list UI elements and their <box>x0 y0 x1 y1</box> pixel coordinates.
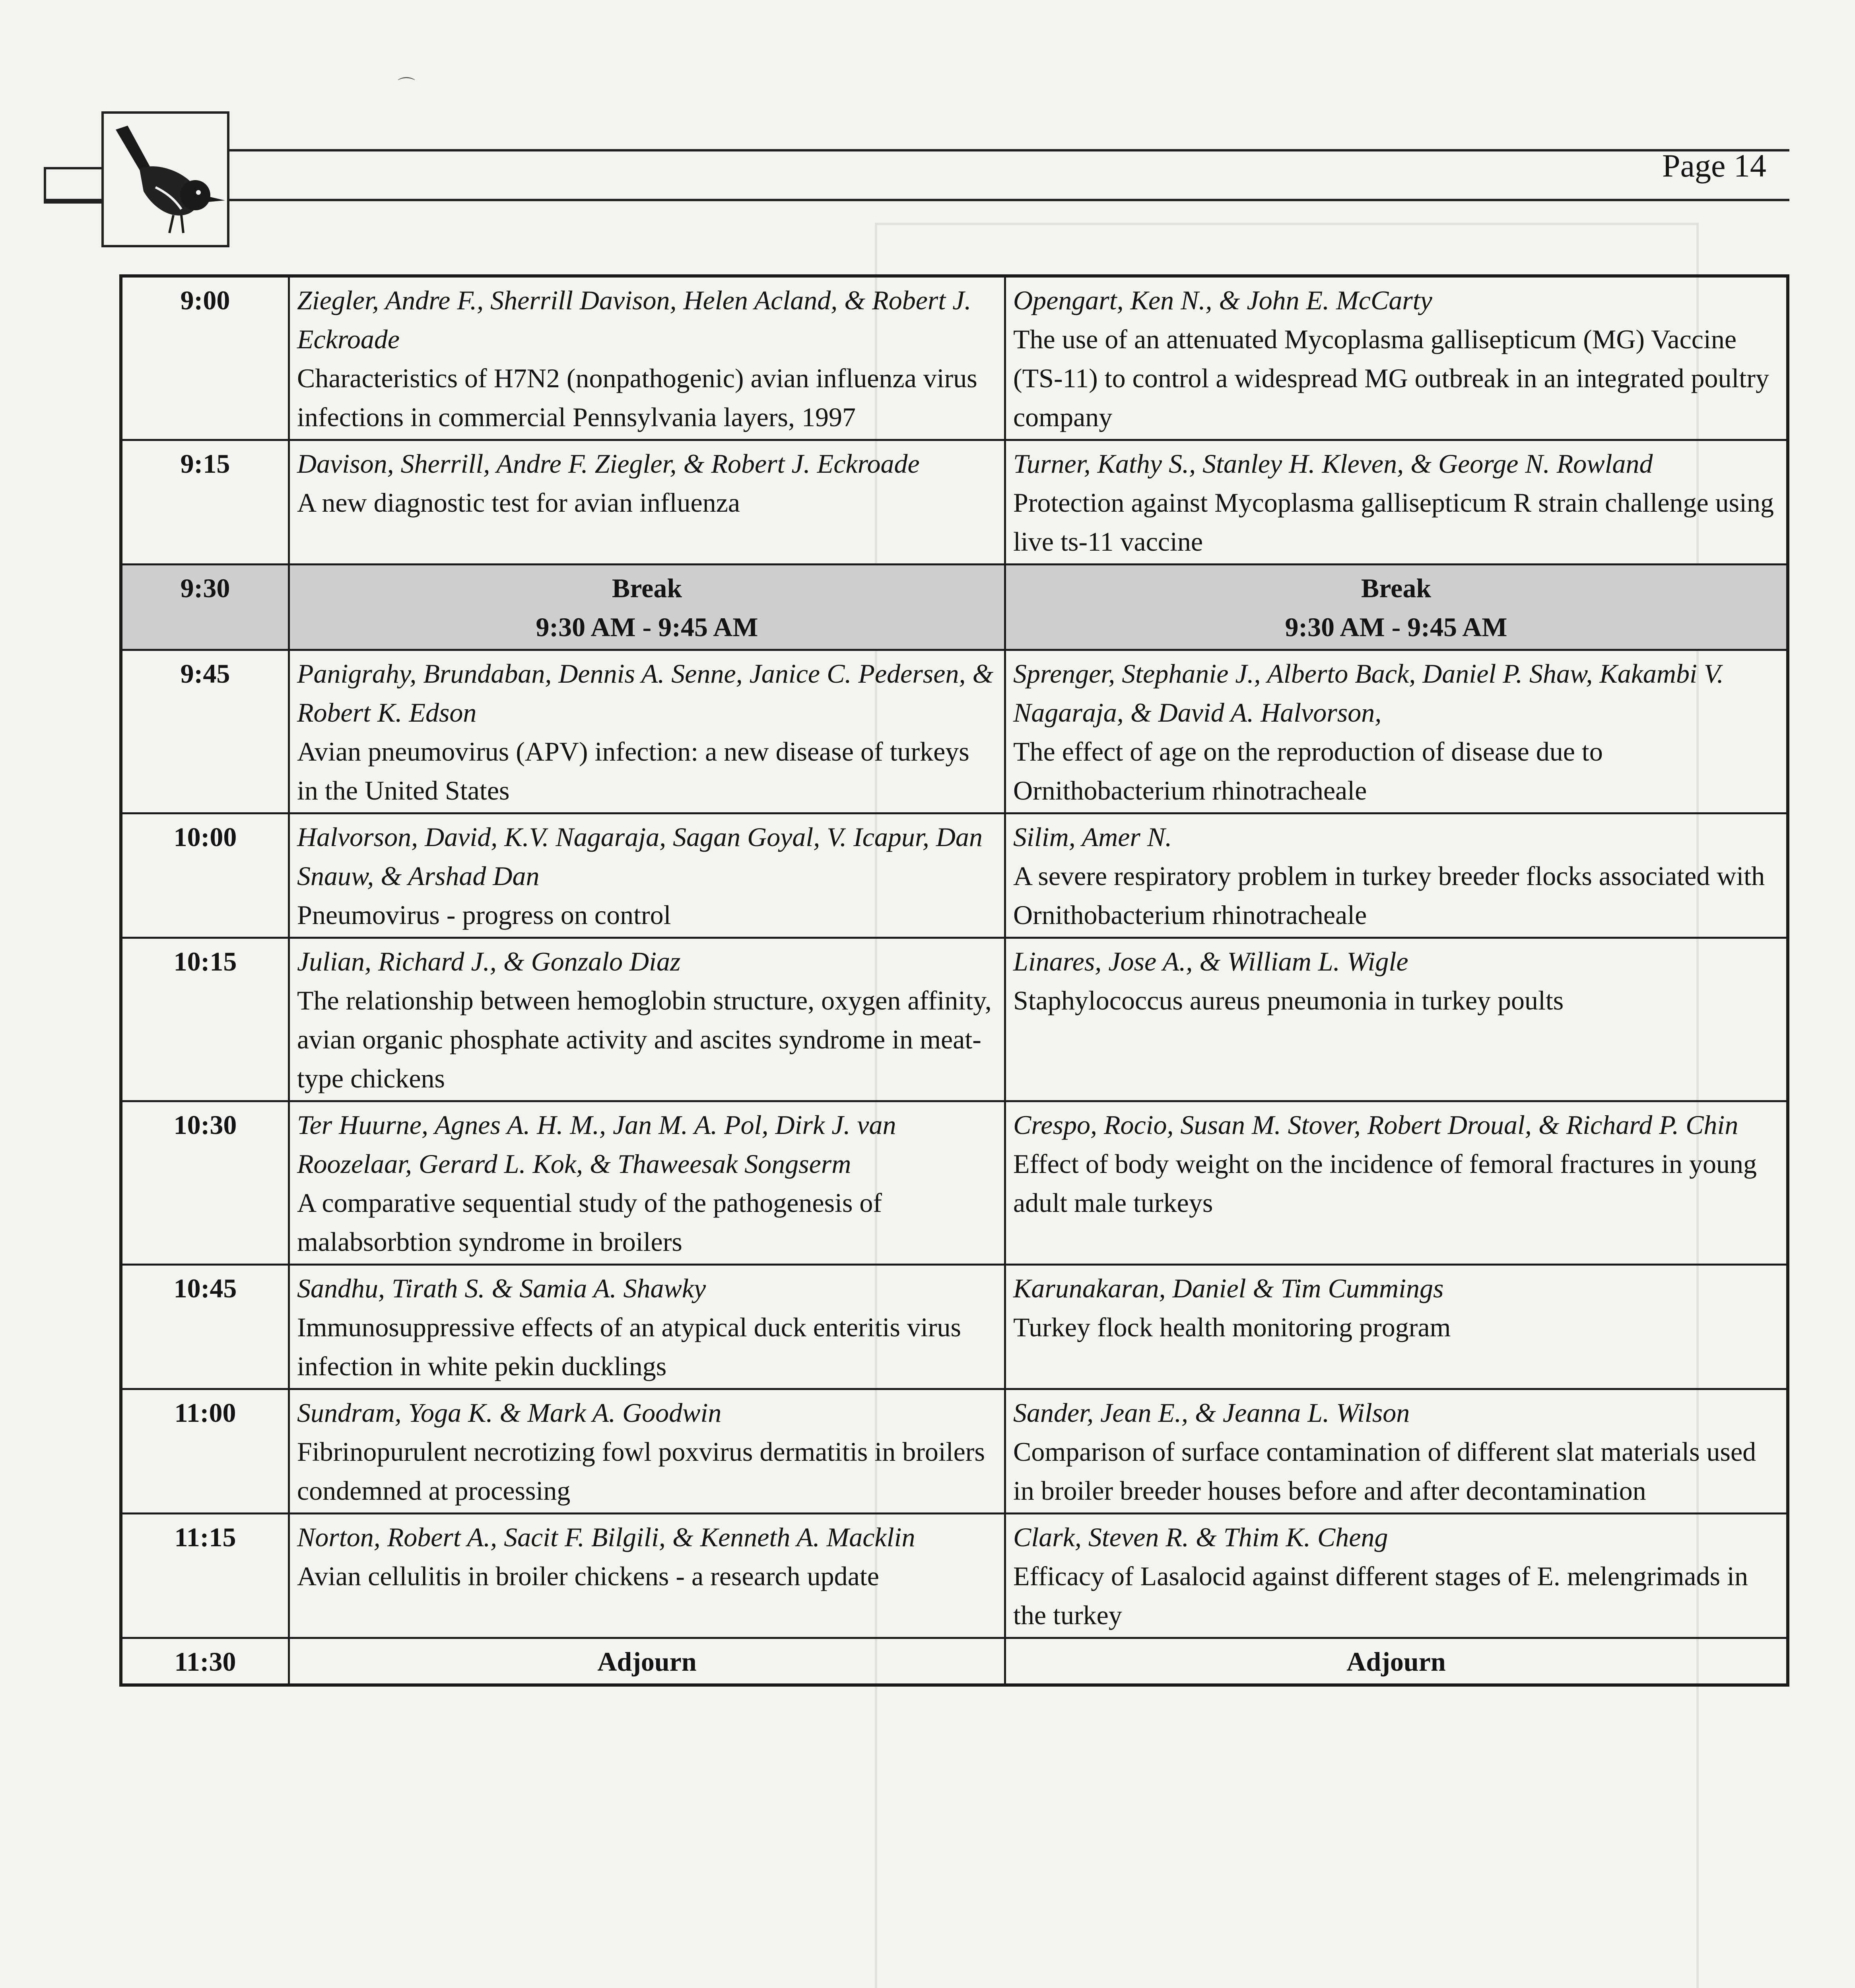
adjourn-label: Adjourn <box>1346 1646 1446 1677</box>
right-session-cell <box>1005 1638 1788 1685</box>
authors: Julian, Richard J., & Gonzalo Diaz <box>297 946 681 977</box>
presentation-title: Characteristics of H7N2 (nonpathogenic) avian influenza virus infections in commercial Pennsylvania layers, 1997 <box>297 363 977 432</box>
time-cell: 9:00 <box>121 276 289 440</box>
right-session-cell <box>1005 813 1788 938</box>
right-session-cell <box>1005 1389 1788 1514</box>
authors: Sandhu, Tirath S. & Samia A. Shawky <box>297 1273 706 1303</box>
left-session-cell <box>289 1638 1005 1685</box>
time-cell: 9:15 <box>121 440 289 565</box>
schedule-row <box>121 1265 1788 1389</box>
left-session-cell <box>289 650 1005 813</box>
break-time: 9:30 AM - 9:45 AM <box>536 612 758 642</box>
authors: Clark, Steven R. & Thim K. Cheng <box>1013 1522 1388 1552</box>
authors: Davison, Sherrill, Andre F. Ziegler, & Robert J. Eckroade <box>297 448 920 479</box>
authors: Silim, Amer N. <box>1013 822 1172 852</box>
header-tab <box>44 167 106 204</box>
time-cell: 11:15 <box>121 1514 289 1638</box>
left-session-cell <box>289 1389 1005 1514</box>
time-cell: 11:00 <box>121 1389 289 1514</box>
presentation-title: Protection against Mycoplasma gallisepticum R strain challenge using live ts-11 vaccine <box>1013 487 1774 557</box>
left-session-cell <box>289 565 1005 650</box>
presentation-title: The effect of age on the reproduction of disease due to Ornithobacterium rhinotracheale <box>1013 736 1603 806</box>
authors: Halvorson, David, K.V. Nagaraja, Sagan Goyal, V. Icapur, Dan Snauw, & Arshad Dan <box>297 822 983 891</box>
right-session-cell <box>1005 1514 1788 1638</box>
schedule-row <box>121 650 1788 813</box>
presentation-title: The relationship between hemoglobin structure, oxygen affinity, avian organic phosphate activity and ascites syndrome in meat-type chickens <box>297 985 992 1093</box>
schedule-body <box>121 276 1788 1685</box>
page-number: Page 14 <box>1662 148 1766 184</box>
left-session-cell <box>289 1265 1005 1389</box>
right-session-cell <box>1005 1101 1788 1265</box>
authors: Sundram, Yoga K. & Mark A. Goodwin <box>297 1398 722 1428</box>
authors: Ter Huurne, Agnes A. H. M., Jan M. A. Pol, Dirk J. van Roozelaar, Gerard L. Kok, & Thaweesak Songserm <box>297 1110 896 1179</box>
time-cell: 10:00 <box>121 813 289 938</box>
break-label: Break <box>612 573 682 603</box>
presentation-title: Avian pneumovirus (APV) infection: a new disease of turkeys in the United States <box>297 736 969 806</box>
authors: Karunakaran, Daniel & Tim Cummings <box>1013 1273 1444 1303</box>
presentation-title: Avian cellulitis in broiler chickens - a research update <box>297 1561 879 1591</box>
presentation-title: Turkey flock health monitoring program <box>1013 1312 1451 1342</box>
header-rule <box>103 149 1789 151</box>
top-mark: ⌒ <box>398 76 415 96</box>
time-cell: 10:15 <box>121 938 289 1101</box>
left-session-cell <box>289 813 1005 938</box>
presentation-title: Immunosuppressive effects of an atypical duck enteritis virus infection in white pekin ducklings <box>297 1312 961 1381</box>
authors: Panigrahy, Brundaban, Dennis A. Senne, Janice C. Pedersen, & Robert K. Edson <box>297 658 994 728</box>
right-session-cell <box>1005 1265 1788 1389</box>
break-row <box>121 565 1788 650</box>
left-session-cell <box>289 440 1005 565</box>
schedule-row <box>121 813 1788 938</box>
time-cell: 10:30 <box>121 1101 289 1265</box>
left-session-cell <box>289 1101 1005 1265</box>
time-cell: 9:45 <box>121 650 289 813</box>
adjourn-row <box>121 1638 1788 1685</box>
presentation-title: Staphylococcus aureus pneumonia in turkey poults <box>1013 985 1564 1015</box>
authors: Ziegler, Andre F., Sherrill Davison, Helen Acland, & Robert J. Eckroade <box>297 285 971 354</box>
schedule-row <box>121 1514 1788 1638</box>
break-label: Break <box>1361 573 1432 603</box>
schedule-row <box>121 276 1788 440</box>
schedule-table <box>119 274 1789 1687</box>
adjourn-label: Adjourn <box>597 1646 697 1677</box>
bird-logo <box>101 111 229 247</box>
time-cell: 9:30 <box>121 565 289 650</box>
authors: Sander, Jean E., & Jeanna L. Wilson <box>1013 1398 1410 1428</box>
presentation-title: Pneumovirus - progress on control <box>297 900 671 930</box>
presentation-title: A new diagnostic test for avian influenza <box>297 487 740 518</box>
authors: Opengart, Ken N., & John E. McCarty <box>1013 285 1432 315</box>
left-session-cell <box>289 1514 1005 1638</box>
presentation-title: Efficacy of Lasalocid against different stages of E. melengrimads in the turkey <box>1013 1561 1748 1630</box>
bird-icon <box>104 114 227 245</box>
left-session-cell <box>289 276 1005 440</box>
authors: Sprenger, Stephanie J., Alberto Back, Daniel P. Shaw, Kakambi V. Nagaraja, & David A. Halvorson, <box>1013 658 1724 728</box>
schedule-row <box>121 440 1788 565</box>
authors: Norton, Robert A., Sacit F. Bilgili, & Kenneth A. Macklin <box>297 1522 915 1552</box>
presentation-title: A comparative sequential study of the pathogenesis of malabsorbtion syndrome in broilers <box>297 1188 882 1257</box>
right-session-cell <box>1005 938 1788 1101</box>
right-session-cell <box>1005 276 1788 440</box>
authors: Crespo, Rocio, Susan M. Stover, Robert Droual, & Richard P. Chin <box>1013 1110 1738 1140</box>
schedule-row <box>121 1101 1788 1265</box>
schedule-row <box>121 1389 1788 1514</box>
right-session-cell <box>1005 650 1788 813</box>
presentation-title: The use of an attenuated Mycoplasma gallisepticum (MG) Vaccine (TS-11) to control a widespread MG outbreak in an integrated poultry company <box>1013 324 1769 432</box>
presentation-title: Fibrinopurulent necrotizing fowl poxvirus dermatitis in broilers condemned at processing <box>297 1437 985 1506</box>
right-session-cell <box>1005 565 1788 650</box>
header-rule-lower <box>44 199 1789 201</box>
left-session-cell <box>289 938 1005 1101</box>
break-time: 9:30 AM - 9:45 AM <box>1285 612 1507 642</box>
authors: Linares, Jose A., & William L. Wigle <box>1013 946 1408 977</box>
time-cell: 11:30 <box>121 1638 289 1685</box>
authors: Turner, Kathy S., Stanley H. Kleven, & George N. Rowland <box>1013 448 1653 479</box>
right-session-cell <box>1005 440 1788 565</box>
presentation-title: Comparison of surface contamination of different slat materials used in broiler breeder houses before and after decontamination <box>1013 1437 1756 1506</box>
time-cell: 10:45 <box>121 1265 289 1389</box>
presentation-title: A severe respiratory problem in turkey breeder flocks associated with Ornithobacterium rhinotracheale <box>1013 861 1765 930</box>
schedule-row <box>121 938 1788 1101</box>
presentation-title: Effect of body weight on the incidence of femoral fractures in young adult male turkeys <box>1013 1149 1757 1218</box>
